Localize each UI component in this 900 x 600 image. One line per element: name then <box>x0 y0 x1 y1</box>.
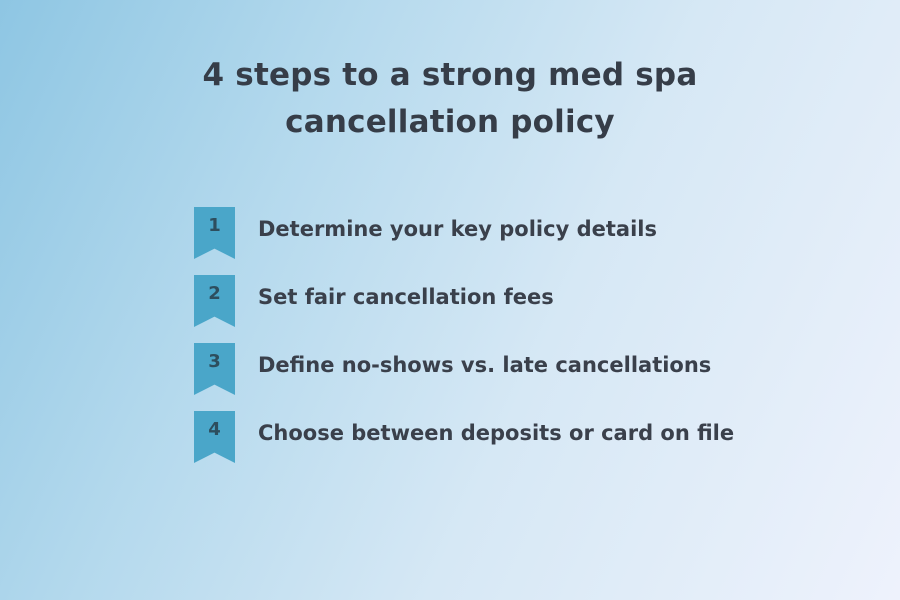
step-label: Determine your key policy details <box>258 217 657 241</box>
page-title <box>0 52 900 146</box>
step-number: 2 <box>208 283 221 304</box>
step-item-1 <box>194 207 814 259</box>
step-item-3 <box>194 343 814 395</box>
page-title-line-2: cancellation policy <box>285 104 615 140</box>
step-label: Define no-shows vs. late cancellations <box>258 353 712 377</box>
page-title-line-1: 4 steps to a strong med spa <box>202 57 698 93</box>
step-number: 4 <box>208 419 221 440</box>
step-number: 3 <box>208 351 221 372</box>
step-item-2 <box>194 275 814 327</box>
step-number: 1 <box>208 215 221 236</box>
step-label: Choose between deposits or card on file <box>258 421 735 445</box>
step-item-4 <box>194 411 814 463</box>
steps-list <box>194 207 814 479</box>
step-label: Set fair cancellation fees <box>258 285 554 309</box>
